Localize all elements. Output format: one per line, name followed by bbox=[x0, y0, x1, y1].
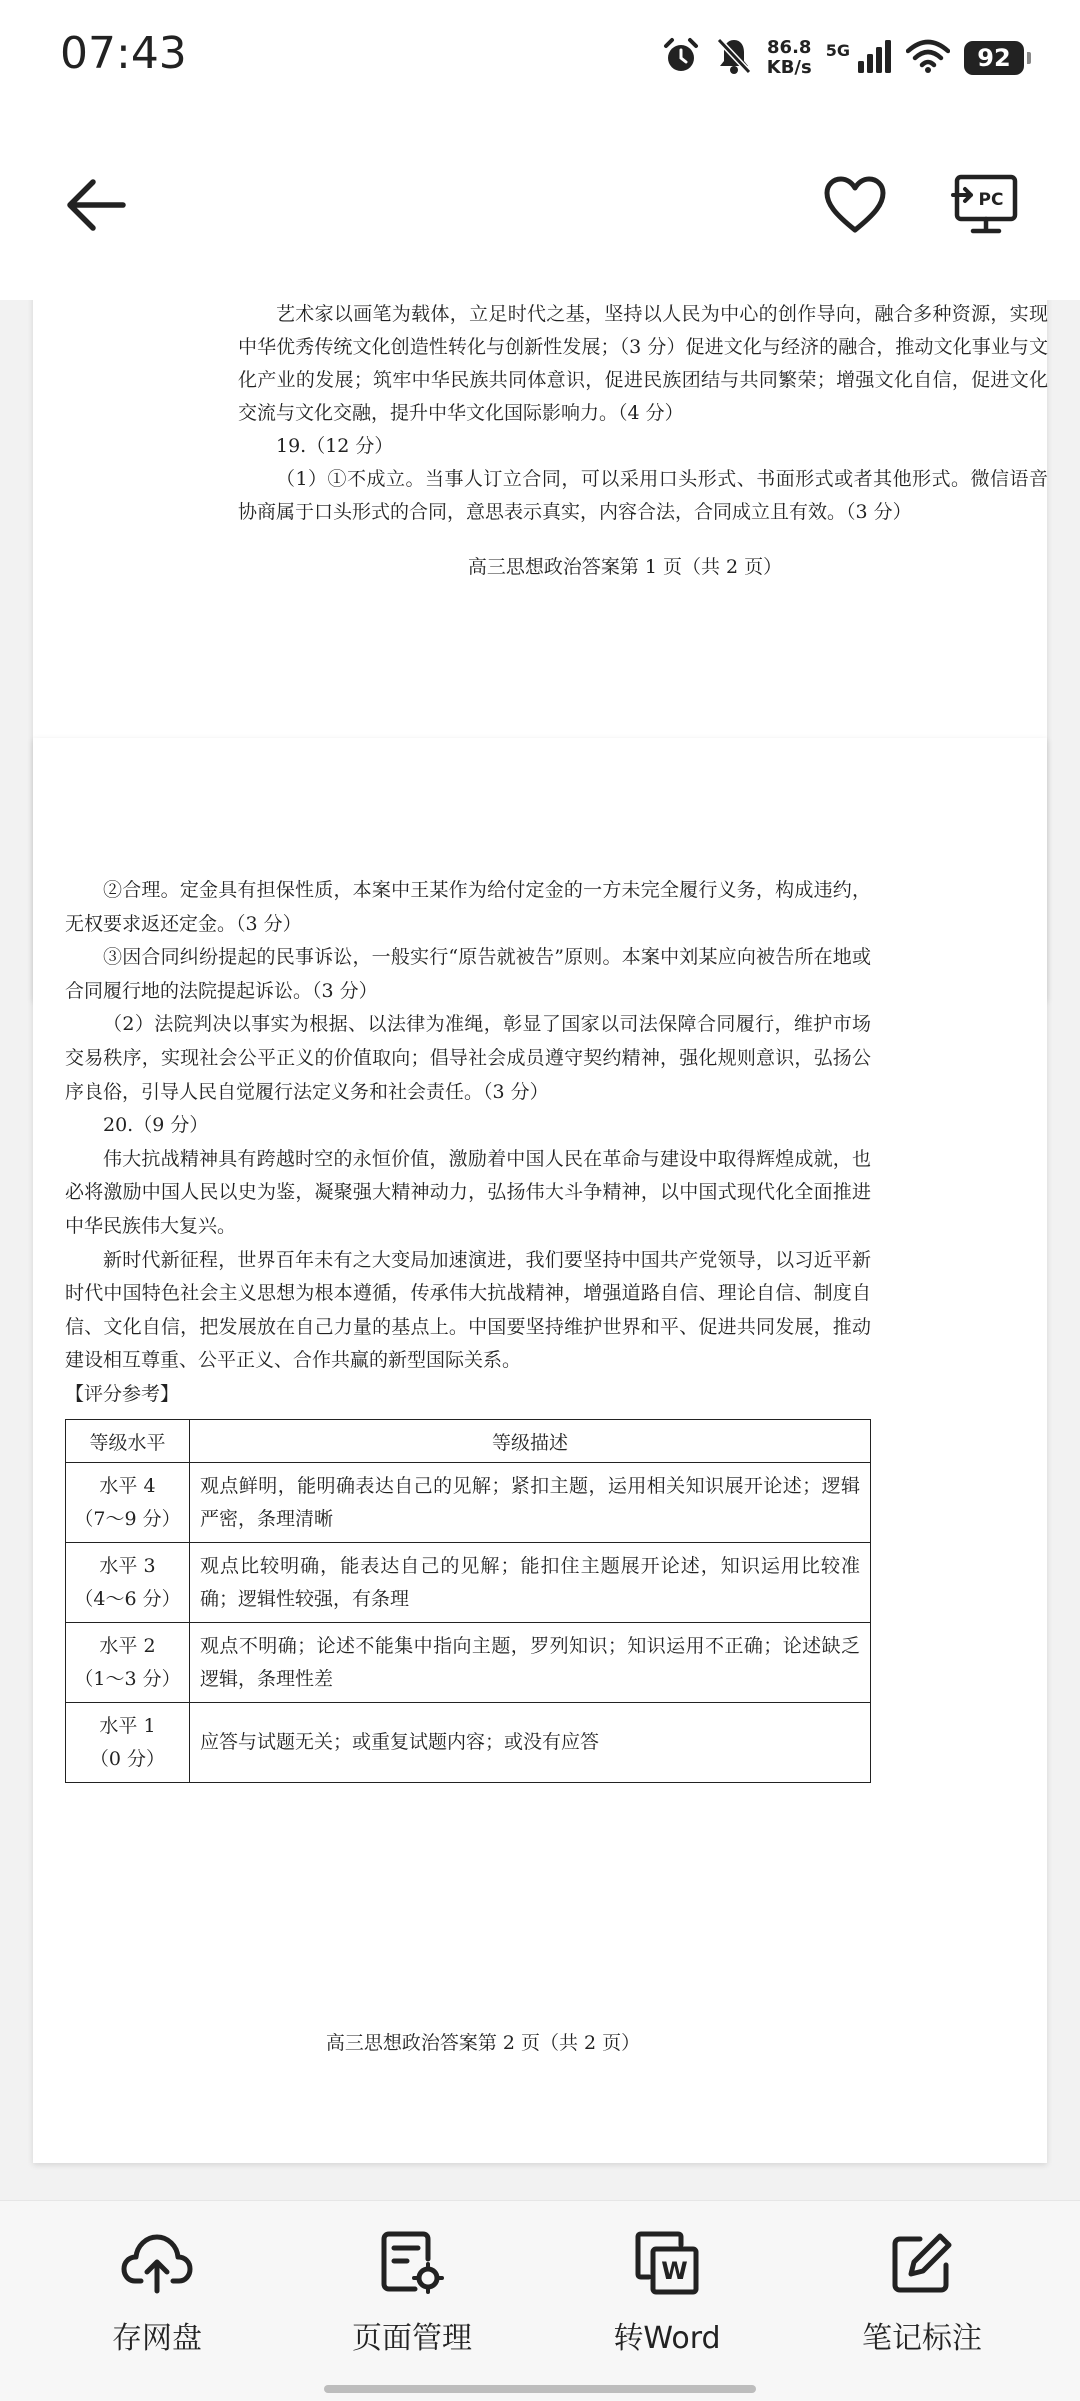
table-row bbox=[66, 1623, 871, 1703]
paragraph: ③因合同纠纷提起的民事诉讼，一般实行“原告就被告”原则。本案中刘某应向被告所在地或合同履行地的法院提起诉讼。（3 分） bbox=[65, 946, 871, 1002]
paragraph: （2）法院判决以事实为根据、以法律为准绳，彰显了国家以司法保障合同履行，维护市场交易秩序，实现社会公平正义的价值取向；倡导社会成员遵守契约精神，强化规则意识，弘扬公序良俗，引导人民自觉履行法定义务和社会责任。（3 分） bbox=[65, 1013, 871, 1103]
level-cell bbox=[66, 1623, 190, 1703]
status-icons bbox=[661, 30, 1024, 86]
table-row bbox=[66, 1463, 871, 1543]
alarm-icon bbox=[661, 36, 701, 80]
level-score: （1～3 分） bbox=[74, 1667, 181, 1690]
page-footer: 高三思想政治答案第 1 页（共 2 页） bbox=[467, 556, 783, 578]
status-bar bbox=[0, 0, 1080, 115]
wifi-icon bbox=[906, 39, 950, 77]
level-name: 水平 4 bbox=[99, 1474, 156, 1497]
level-name: 水平 2 bbox=[99, 1634, 156, 1657]
table-header: 等级水平 bbox=[66, 1420, 190, 1463]
net-speed bbox=[767, 38, 812, 78]
save-to-cloud-button[interactable] bbox=[57, 2231, 257, 2357]
level-cell bbox=[66, 1703, 190, 1783]
document-viewer[interactable] bbox=[0, 300, 1080, 2200]
tool-label: 笔记标注 bbox=[862, 2321, 982, 2356]
home-indicator[interactable] bbox=[324, 2385, 756, 2393]
table-row bbox=[66, 1703, 871, 1783]
paragraph: ②合理。定金具有担保性质，本案中王某作为给付定金的一方未完全履行义务，构成违约，无权要求返还定金。（3 分） bbox=[65, 879, 871, 935]
tool-label: 存网盘 bbox=[112, 2321, 202, 2356]
level-score: （0 分） bbox=[89, 1747, 166, 1770]
level-name: 水平 1 bbox=[99, 1714, 156, 1737]
signal-icon bbox=[856, 39, 892, 77]
level-cell bbox=[66, 1463, 190, 1543]
level-name: 水平 3 bbox=[99, 1554, 156, 1577]
heart-icon[interactable] bbox=[815, 165, 895, 245]
table-header: 等级描述 bbox=[190, 1420, 871, 1463]
page1-body bbox=[238, 300, 1048, 529]
net-speed-unit: KB/s bbox=[766, 57, 812, 78]
scoring-label: 【评分参考】 bbox=[65, 1382, 180, 1405]
level-description: 应答与试题无关；或重复试题内容；或没有应答 bbox=[190, 1703, 871, 1783]
table-row bbox=[66, 1543, 871, 1623]
note-annotate-button[interactable] bbox=[822, 2231, 1022, 2357]
word-letter: W bbox=[661, 2257, 688, 2285]
page-management-button[interactable] bbox=[312, 2231, 512, 2357]
tool-label: 转Word bbox=[613, 2321, 721, 2356]
document-page-2 bbox=[33, 738, 1047, 2163]
question-heading: 20.（9 分） bbox=[103, 1114, 209, 1137]
page-settings-icon bbox=[379, 2231, 445, 2299]
level-cell bbox=[66, 1543, 190, 1623]
level-description: 观点不明确；论述不能集中指向主题，罗列知识；知识运用不正确；论述缺乏逻辑，条理性差 bbox=[190, 1623, 871, 1703]
project-to-pc-icon[interactable] bbox=[945, 165, 1025, 245]
level-description: 观点比较明确，能表达自己的见解；能扣住主题展开论述，知识运用比较准确；逻辑性较强，有条理 bbox=[190, 1543, 871, 1623]
net-speed-value: 86.8 bbox=[767, 37, 812, 58]
network-type: 5G bbox=[825, 40, 850, 60]
paragraph: （1）①不成立。当事人订立合同，可以采用口头形式、书面形式或者其他形式。微信语音协商属于口头形式的合同，意思表示真实，内容合法，合同成立且有效。（3 分） bbox=[238, 468, 1048, 523]
level-score: （4～6 分） bbox=[74, 1587, 181, 1610]
tool-label: 页面管理 bbox=[352, 2321, 472, 2356]
bottom-toolbar bbox=[0, 2200, 1080, 2401]
status-time: 07:43 bbox=[60, 28, 187, 79]
battery-icon: 92 bbox=[964, 41, 1024, 75]
table-header-row bbox=[66, 1420, 871, 1463]
page-footer: 高三思想政治答案第 2 页（共 2 页） bbox=[325, 2032, 641, 2054]
paragraph: 新时代新征程，世界百年未有之大变局加速演进，我们要坚持中国共产党领导，以习近平新时代中国特色社会主义思想为根本遵循，传承伟大抗战精神，增强道路自信、理论自信、制度自信、文化自信，把发展放在自己力量的基点上。中国要坚持维护世界和平、促进共同发展，推动建设相互尊重、公平正义、合作共赢的新型国际关系。 bbox=[65, 1248, 871, 1372]
level-score: （7～9 分） bbox=[74, 1507, 181, 1530]
top-toolbar bbox=[0, 115, 1080, 300]
mute-icon bbox=[715, 36, 753, 80]
convert-to-word-button[interactable] bbox=[567, 2231, 767, 2357]
paragraph: 伟大抗战精神具有跨越时空的永恒价值，激励着中国人民在革命与建设中取得辉煌成就，也必将激励中国人民以史为鉴，凝聚强大精神动力，弘扬伟大斗争精神，以中国式现代化全面推进中华民族伟大复兴。 bbox=[65, 1147, 871, 1237]
back-arrow-icon[interactable] bbox=[55, 165, 135, 245]
question-heading: 19.（12 分） bbox=[276, 435, 394, 457]
edit-note-icon bbox=[890, 2231, 954, 2299]
paragraph: 艺术家以画笔为载体，立足时代之基，坚持以人民为中心的创作导向，融合多种资源，实现中华优秀传统文化创造性转化与创新性发展；（3 分）促进文化与经济的融合，推动文化事业与文化产业的发展；筑牢中华民族共同体意识，促进民族团结与共同繁荣；增强文化自信，促进文化交流与文化交融，提升中华文化国际影响力。（4 分） bbox=[238, 303, 1048, 424]
cloud-upload-icon bbox=[121, 2231, 193, 2299]
grading-table bbox=[65, 1419, 871, 1783]
pc-label: PC bbox=[978, 190, 1004, 210]
level-description: 观点鲜明，能明确表达自己的见解；紧扣主题，运用相关知识展开论述；逻辑严密，条理清晰 bbox=[190, 1463, 871, 1543]
word-convert-icon bbox=[635, 2231, 699, 2299]
page2-body bbox=[65, 874, 871, 1412]
